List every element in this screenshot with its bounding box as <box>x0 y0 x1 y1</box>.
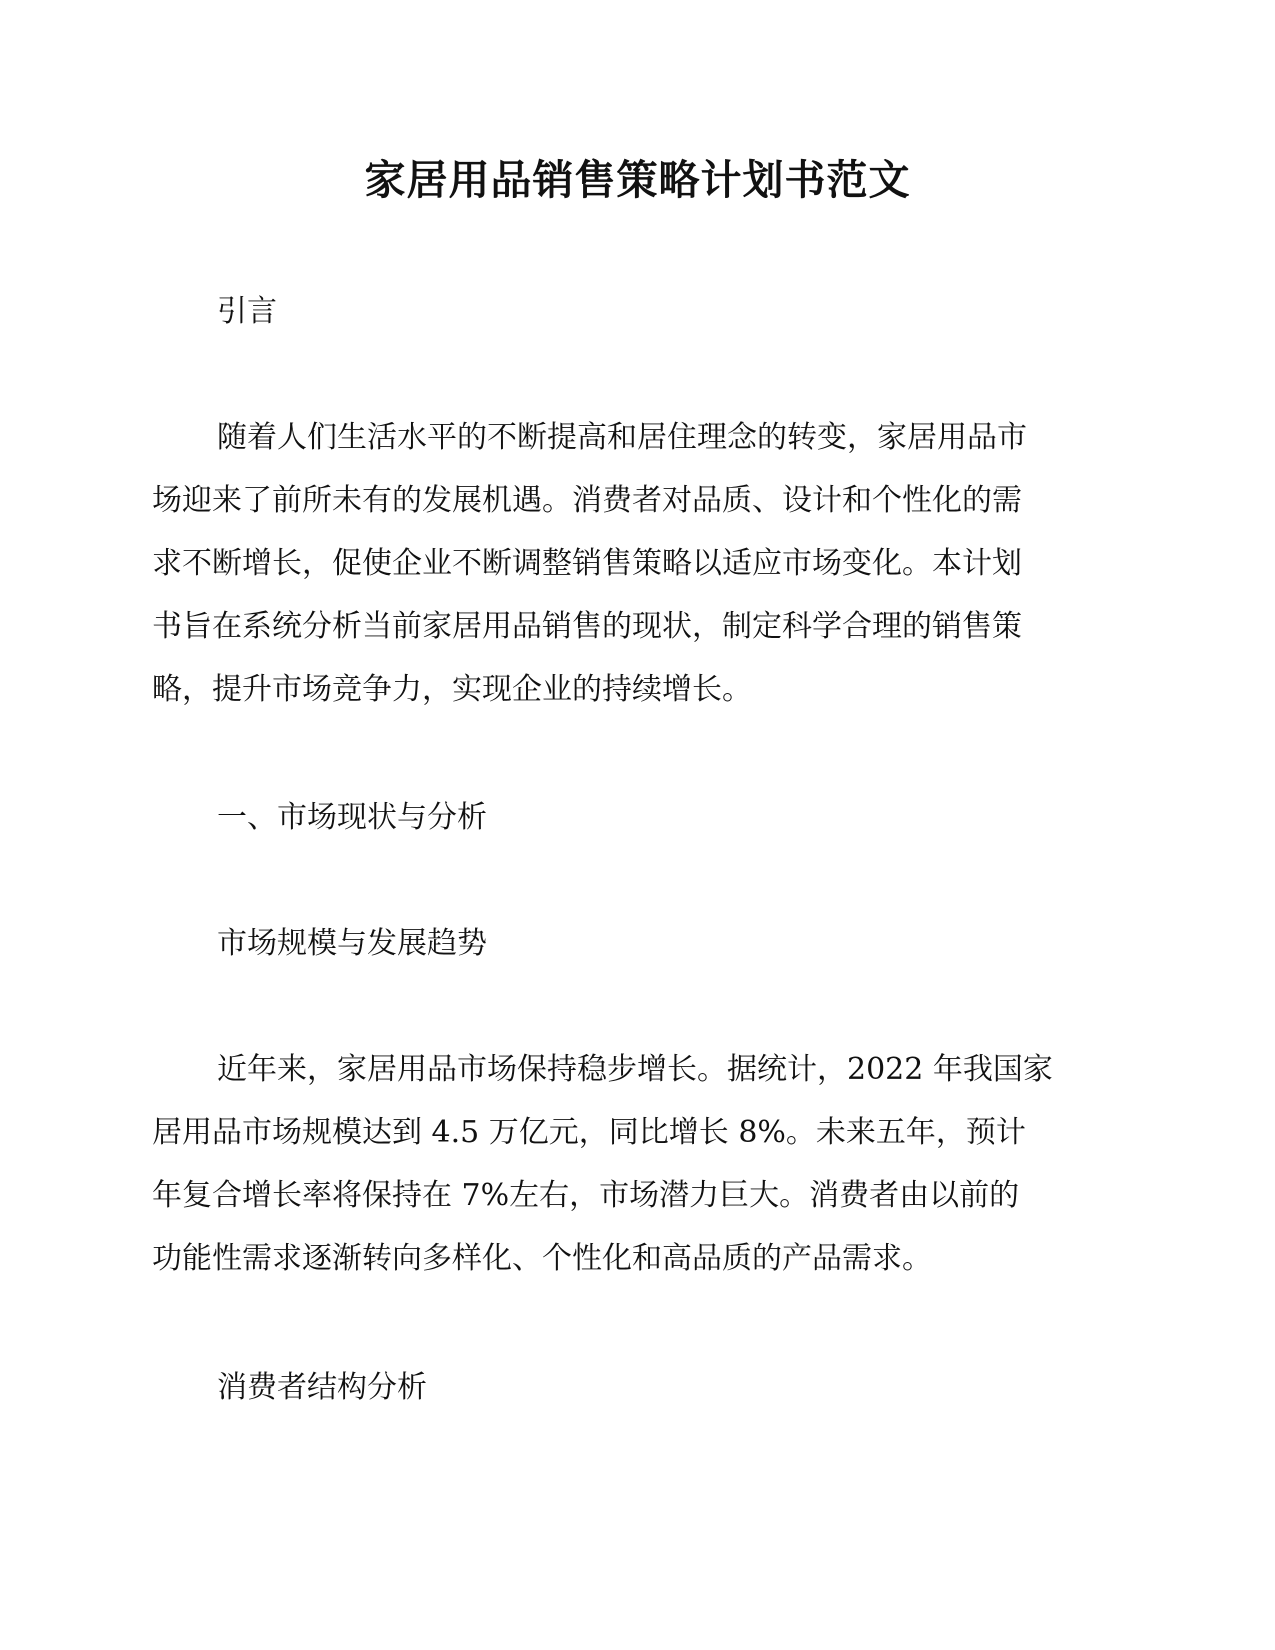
paragraph-line: 场迎来了前所未有的发展机遇。消费者对品质、设计和个性化的需 <box>152 483 1022 518</box>
paragraph-line: 居用品市场规模达到 4.5 万亿元，同比增长 8%。未来五年，预计 <box>152 1115 1026 1150</box>
section-heading-introduction: 引言 <box>217 294 277 329</box>
paragraph-line: 略，提升市场竞争力，实现企业的持续增长。 <box>152 672 752 707</box>
paragraph-market-size <box>152 1038 1112 1290</box>
document-title: 家居用品销售策略计划书范文 <box>364 156 911 204</box>
paragraph-line: 书旨在系统分析当前家居用品销售的现状，制定科学合理的销售策 <box>152 609 1022 644</box>
paragraph-line: 求不断增长，促使企业不断调整销售策略以适应市场变化。本计划 <box>152 546 1022 581</box>
paragraph-line: 近年来，家居用品市场保持稳步增长。据统计，2022 年我国家 <box>217 1052 1053 1087</box>
subsection-heading-consumer-structure: 消费者结构分析 <box>217 1370 427 1405</box>
paragraph-line: 功能性需求逐渐转向多样化、个性化和高品质的产品需求。 <box>152 1241 932 1276</box>
paragraph-line: 年复合增长率将保持在 7%左右，市场潜力巨大。消费者由以前的 <box>152 1178 1020 1213</box>
subsection-heading-market-size: 市场规模与发展趋势 <box>217 926 487 961</box>
paragraph-introduction <box>152 406 1112 721</box>
paragraph-line: 随着人们生活水平的不断提高和居住理念的转变，家居用品市 <box>217 420 1027 455</box>
section-heading-market-status: 一、市场现状与分析 <box>217 800 487 835</box>
